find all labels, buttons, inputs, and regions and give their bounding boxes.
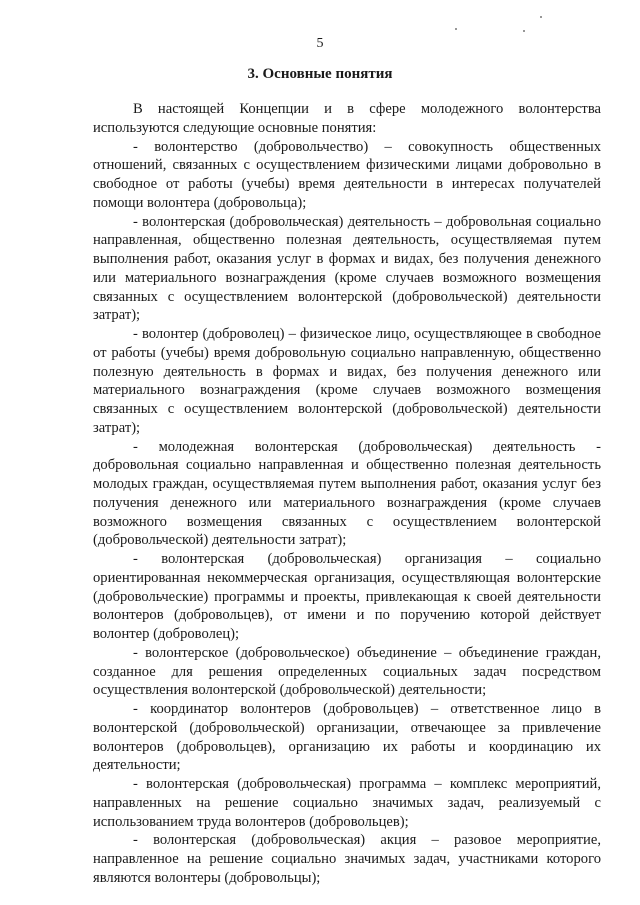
paragraph-definition: - волонтерство (добровольчество) – совокупность общественных отношений, связанных с осуществлением физическими лицами добровольно в свободное от работы (учебы) время деятельности в интересах получателей помощи волонтера (добровольца);	[93, 138, 601, 211]
paragraph-definition: - волонтерская (добровольческая) акция – разовое мероприятие, направленное на решение социально значимых задач, участниками которого являются волонтеры (добровольцы);	[93, 832, 601, 886]
paragraph-definition: - волонтерская (добровольческая) программа – комплекс мероприятий, направленных на решение социально значимых задач, реализуемый с использованием труда волонтеров (добровольцев);	[93, 776, 601, 830]
paragraph-definition: - волонтер (доброволец) – физическое лицо, осуществляющее в свободное от работы (учебы) время добровольную социально направленную, общественно полезную деятельность в формах и видах, без получения денежного или материального вознаграждения (кроме случаев возможного возмещения связанных с осуществлением волонтерской (добровольческой) деятельности затрат);	[93, 326, 601, 436]
scan-speck	[523, 30, 525, 32]
section-title: 3. Основные понятия	[247, 66, 393, 82]
paragraph-definition: - молодежная волонтерская (добровольческая) деятельность - добровольная социально направленная и общественно полезная деятельность молодых граждан, осуществляемая путем выполнения работ, оказания услуг без получения денежного или материального вознаграждения (кроме случаев возможного возмещения связанных с осуществлением волонтерской (добровольческой) деятельности затрат);	[93, 438, 601, 549]
scan-speck	[540, 16, 542, 18]
paragraph-definition: - волонтерская (добровольческая) деятельность – добровольная социально направленная, общественно полезная деятельность, осуществляемая путем выполнения работ, оказания услуг в формах и видах, без получения денежного или материального вознаграждения (кроме случаев возможного возмещения связанных с осуществлением волонтерской (добровольческой) деятельности затрат);	[93, 213, 601, 324]
paragraph-intro: В настоящей Концепции и в сфере молодежного волонтерства используются следующие основные понятия:	[93, 101, 601, 136]
body-text	[93, 100, 601, 888]
paragraph-definition: - волонтерская (добровольческая) организация – социально ориентированная некоммерческая организация, осуществляющая волонтерские (добровольческие) программы и проекты, привлекающая к своей деятельности волонтеров (добровольцев), от имени и по поручению которой действует волонтер (доброволец);	[93, 551, 601, 642]
page-number: 5	[316, 36, 324, 51]
scan-speck	[455, 28, 457, 30]
paragraph-definition: - координатор волонтеров (добровольцев) – ответственное лицо в волонтерской (добровольческой) организации, отвечающее за привлечение волонтеров (добровольцев), организацию их работы и координацию их деятельности;	[93, 701, 601, 774]
paragraph-definition: - волонтерское (добровольческое) объединение – объединение граждан, созданное для решения определенных социальных задач посредством осуществления волонтерской (добровольческой) деятельности;	[93, 644, 601, 699]
